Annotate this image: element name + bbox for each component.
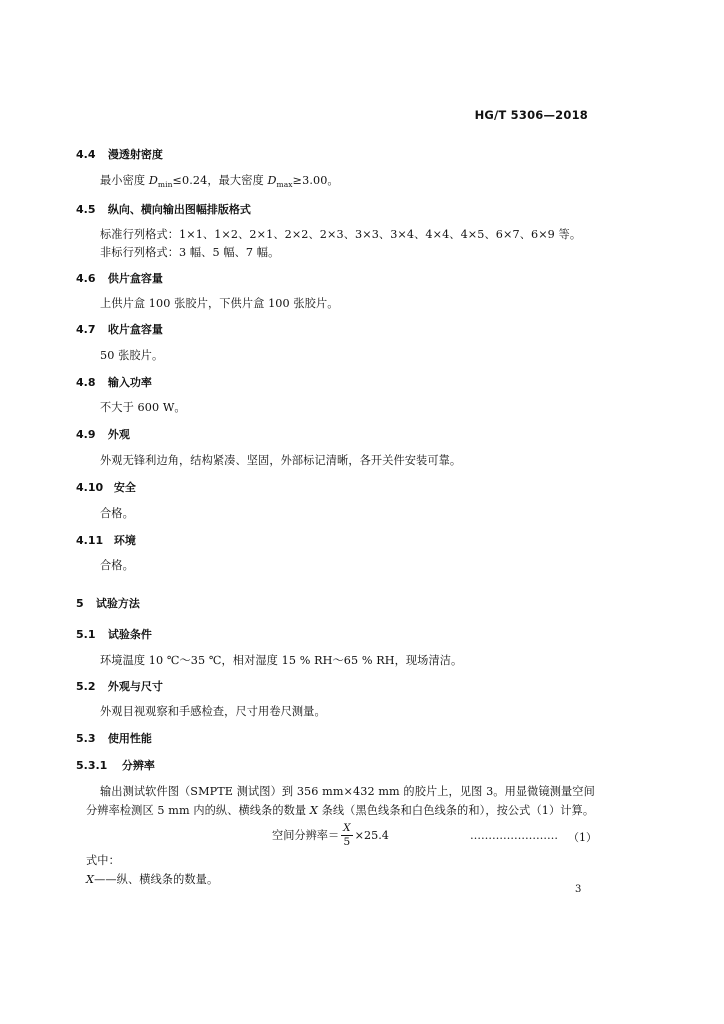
section-4-6-heading bbox=[76, 270, 163, 286]
section-5-3-1-heading bbox=[76, 757, 155, 773]
document-code: HG/T 5306—2018 bbox=[474, 108, 588, 122]
section-title: 纵向、横向输出图幅排版格式 bbox=[107, 203, 251, 216]
section-4-7-text: 50 张胶片。 bbox=[100, 349, 164, 362]
formula-rhs: ×25.4 bbox=[354, 828, 389, 842]
density-symbol: D bbox=[267, 174, 277, 187]
text-run: 条线（黑色线条和白色线条的和），按公式（1）计算。 bbox=[317, 804, 595, 817]
text-run: 最小密度 bbox=[100, 174, 149, 187]
section-5-1-text: 环境温度 10 ℃～35 ℃，相对湿度 15 % RH～65 % RH，现场清洁。 bbox=[100, 654, 463, 667]
fraction-denominator: 5 bbox=[343, 835, 351, 848]
section-number: 4.4 bbox=[76, 148, 96, 161]
section-title: 试验条件 bbox=[107, 628, 152, 641]
section-4-9-heading bbox=[76, 426, 130, 442]
section-number: 5.3 bbox=[76, 732, 96, 745]
section-5-3-heading bbox=[76, 730, 152, 746]
text-run: ≥3.00。 bbox=[292, 174, 339, 187]
section-4-5-line1: 标准行列格式：1×1、1×2、2×1、2×2、2×3、3×3、3×4、4×4、4×5、6×7、6×9 等。 bbox=[100, 228, 582, 241]
section-number: 4.10 bbox=[76, 481, 104, 494]
section-number: 5.3.1 bbox=[76, 759, 108, 772]
section-title: 安全 bbox=[113, 481, 136, 494]
section-5-1-heading bbox=[76, 626, 152, 642]
section-4-11-text: 合格。 bbox=[100, 559, 134, 572]
section-4-10-heading bbox=[76, 479, 136, 495]
formula-fraction bbox=[341, 822, 352, 849]
section-number: 5.2 bbox=[76, 680, 96, 693]
section-4-4-heading bbox=[76, 146, 163, 162]
variable-x: X bbox=[309, 804, 318, 817]
section-5-2-heading bbox=[76, 678, 163, 694]
min-subscript: min bbox=[157, 180, 173, 190]
section-title: 环境 bbox=[113, 534, 136, 547]
section-number: 4.8 bbox=[76, 376, 96, 389]
section-title: 分辨率 bbox=[121, 759, 155, 772]
section-title: 收片盒容量 bbox=[107, 323, 163, 336]
section-number: 4.6 bbox=[76, 272, 96, 285]
max-subscript: max bbox=[276, 180, 293, 190]
page-number: 3 bbox=[575, 884, 582, 895]
section-title: 使用性能 bbox=[107, 732, 152, 745]
section-number: 4.11 bbox=[76, 534, 104, 547]
section-4-6-text: 上供片盒 100 张胶片，下供片盒 100 张胶片。 bbox=[100, 297, 339, 310]
section-number: 4.5 bbox=[76, 203, 96, 216]
fraction-numerator: X bbox=[343, 821, 351, 834]
formula-lhs: 空间分辨率＝ bbox=[272, 829, 340, 842]
section-4-4-text bbox=[100, 172, 339, 189]
section-title: 供片盒容量 bbox=[107, 272, 163, 285]
section-number: 5 bbox=[76, 597, 84, 610]
section-title: 漫透射密度 bbox=[107, 148, 163, 161]
section-5-3-1-line2 bbox=[86, 802, 594, 818]
section-title: 输入功率 bbox=[107, 376, 152, 389]
section-4-8-text: 不大于 600 W。 bbox=[100, 401, 186, 414]
where-definition bbox=[86, 871, 218, 887]
section-number: 4.9 bbox=[76, 428, 96, 441]
section-4-8-heading bbox=[76, 374, 152, 390]
resolution-formula bbox=[272, 820, 389, 850]
where-label: 式中： bbox=[86, 854, 120, 867]
section-5-2-text: 外观目视观察和手感检查，尺寸用卷尺测量。 bbox=[100, 705, 326, 718]
section-title: 外观 bbox=[107, 428, 130, 441]
section-4-5-heading bbox=[76, 201, 251, 217]
section-number: 4.7 bbox=[76, 323, 96, 336]
section-5-heading bbox=[76, 595, 140, 611]
text-run: 分辨率检测区 5 mm 内的纵、横线条的数量 bbox=[86, 804, 310, 817]
section-4-9-text: 外观无锋利边角，结构紧凑、坚固，外部标记清晰，各开关件安装可靠。 bbox=[100, 454, 462, 467]
variable-x: X bbox=[86, 873, 95, 886]
section-number: 5.1 bbox=[76, 628, 96, 641]
section-title: 试验方法 bbox=[95, 597, 140, 610]
section-4-7-heading bbox=[76, 321, 163, 337]
density-symbol: D bbox=[148, 174, 158, 187]
definition-text: ——纵、横线条的数量。 bbox=[94, 873, 219, 886]
section-5-3-1-line1: 输出测试软件图（SMPTE 测试图）到 356 mm×432 mm 的胶片上，见图 3。用显微镜测量空间 bbox=[100, 785, 595, 798]
text-run: ≤0.24，最大密度 bbox=[172, 174, 268, 187]
equation-leader-dots: …………………… bbox=[470, 829, 558, 842]
section-4-11-heading bbox=[76, 532, 136, 548]
equation-number: （1） bbox=[568, 831, 597, 844]
section-4-10-text: 合格。 bbox=[100, 507, 134, 520]
section-4-5-line2: 非标行列格式：3 幅、5 幅、7 幅。 bbox=[100, 246, 280, 259]
section-title: 外观与尺寸 bbox=[107, 680, 163, 693]
